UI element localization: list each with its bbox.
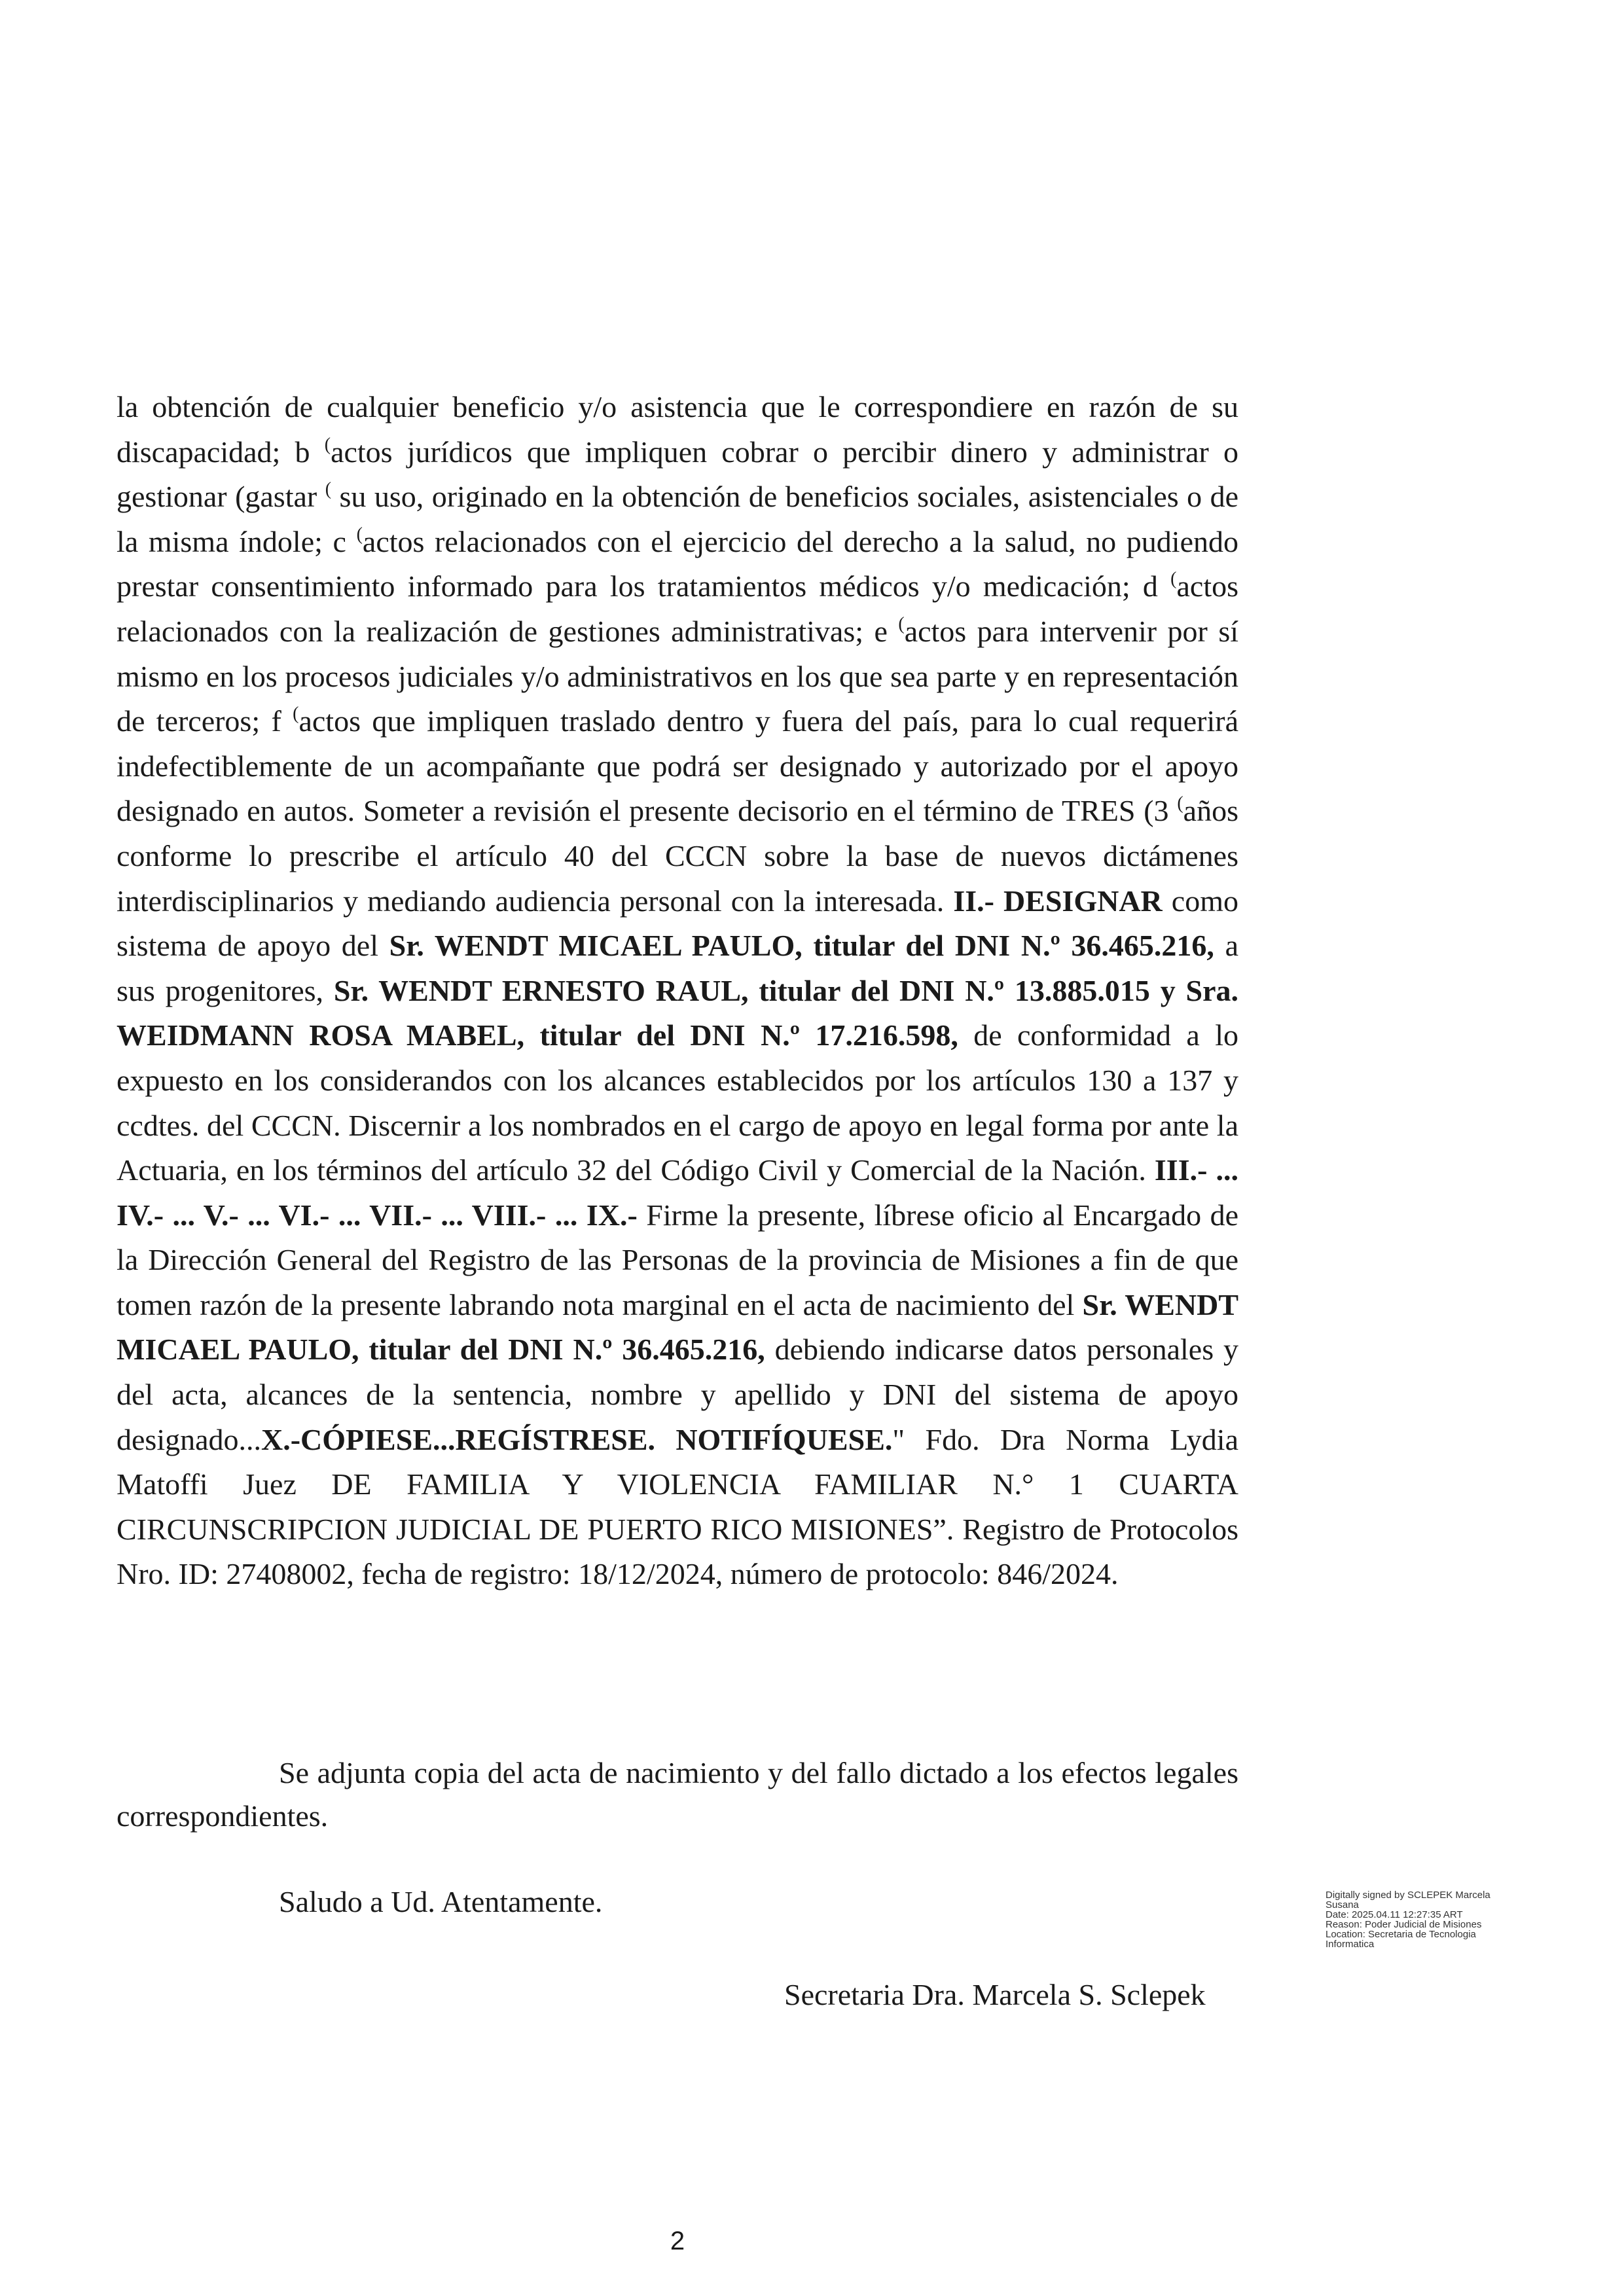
page-number: 2 (670, 2227, 685, 2255)
signature-line: Reason: Poder Judicial de Misiones (1326, 1919, 1482, 1930)
parenthesis-mark: ( (356, 524, 363, 545)
body-segment: la obtención de cualquier beneficio y/o asistencia que le correspondiere en razón de su discapacidad; b (117, 390, 1238, 469)
bold-support-persons: Sr. WENDT ERNESTO RAUL, titular del DNI N.º 13.885.015 y Sra. WEIDMANN ROSA MABEL, titular del DNI N.º 17.216.598, (117, 973, 1238, 1052)
signature-line: Location: Secretaria de Tecnologia (1326, 1929, 1476, 1940)
signature-line: Digitally signed by SCLEPEK Marcela (1326, 1890, 1490, 1901)
attachment-note: Se adjunta copia del acta de nacimiento y del fallo dictado a los efectos legales correspondientes. (117, 1756, 1238, 1833)
parenthesis-mark: ( (324, 434, 331, 455)
attachment-paragraph (117, 1751, 1238, 1838)
body-segment: como sistema de apoyo del (117, 884, 1238, 963)
parenthesis-mark: ( (1170, 569, 1177, 590)
body-segment: a sus progenitores, (117, 929, 1238, 1007)
signature-line: Date: 2025.04.11 12:27:35 ART (1326, 1909, 1463, 1920)
parenthesis-mark: ( (325, 479, 332, 500)
resolution-body-text (117, 385, 1238, 1597)
body-segment: actos relacionados con la realización de gestiones administrativas; e (117, 569, 1238, 648)
body-segment: años conforme lo prescribe el artículo 40 del CCCN sobre la base de nuevos dictámenes interdisciplinarios y mediando audiencia personal con la interesada. (117, 794, 1238, 918)
parenthesis-mark: ( (898, 613, 905, 634)
body-segment: de conformidad a lo expuesto en los considerandos con los alcances establecidos por los artículos 130 a 137 y ccdtes. del CCCN. Discernir a los nombrados en el cargo de apoyo en legal forma por ante la Actuaria, en los términos del artículo 32 del Código Civil y Comercial de la Nación. (117, 1018, 1238, 1187)
parenthesis-mark: ( (1177, 793, 1183, 814)
signature-line: Susana (1326, 1899, 1359, 1910)
bold-designar: II.- DESIGNAR (953, 884, 1163, 918)
body-segment: actos para intervenir por sí mismo en los procesos judiciales y/o administrativos en los que sea parte y en representación de terceros; f (117, 614, 1239, 738)
body-segment: su uso, originado en la obtención de beneficios sociales, asistenciales o de la misma índole; c (117, 480, 1238, 558)
bold-beneficiary: Sr. WENDT MICAEL PAULO, titular del DNI N.º 36.465.216, (389, 929, 1214, 963)
parenthesis-mark: ( (293, 704, 299, 725)
bold-beneficiary-repeat: Sr. WENDT MICAEL PAULO, titular del DNI N.º 36.465.216, (117, 1287, 1239, 1367)
closing-greeting: Saludo a Ud. Atentamente. (279, 1885, 603, 1918)
bold-sections: III.- ... IV.- ... V.- ... VI.- ... VII.- ... VIII.- ... IX.- (117, 1153, 1238, 1232)
bold-notifiquese: X.-CÓPIESE...REGÍSTRESE. NOTIFÍQUESE. (261, 1422, 893, 1456)
body-segment: Firme la presente, líbrese oficio al Encargado de la Dirección General del Registro de las Personas de la provincia de Misiones a fin de que tomen razón de la presente labrando nota marginal en el acta de nacimiento del (117, 1198, 1238, 1321)
body-segment: actos jurídicos que impliquen cobrar o percibir dinero y administrar o gestionar (gastar (117, 435, 1239, 514)
body-segment: " Fdo. Dra Norma Lydia Matoffi Juez DE FAMILIA Y VIOLENCIA FAMILIAR N.° 1 CUARTA CIRCUNSCRIPCION JUDICIAL DE PUERTO RICO MISIONES”. Registro de Protocolos Nro. ID: 27408002, fecha de registro: 18/12/2024, número de protocolo: 846/2024. (117, 1422, 1238, 1591)
signer-name: Secretaria Dra. Marcela S. Sclepek (784, 1978, 1206, 2011)
body-segment: debiendo indicarse datos personales y del acta, alcances de la sentencia, nombre y apellido y DNI del sistema de apoyo designado... (117, 1333, 1238, 1456)
signature-line: Informatica (1326, 1939, 1375, 1950)
body-segment: actos relacionados con el ejercicio del derecho a la salud, no pudiendo prestar consentimiento informado para los tratamientos médicos y/o medicación; d (117, 524, 1238, 603)
body-segment: actos que impliquen traslado dentro y fuera del país, para lo cual requerirá indefectiblemente de un acompañante que podrá ser designado y autorizado por el apoyo designado en autos. Someter a revisión el presente decisorio en el término de TRES (3 (117, 704, 1238, 828)
digital-signature-stamp (1326, 1890, 1535, 1949)
